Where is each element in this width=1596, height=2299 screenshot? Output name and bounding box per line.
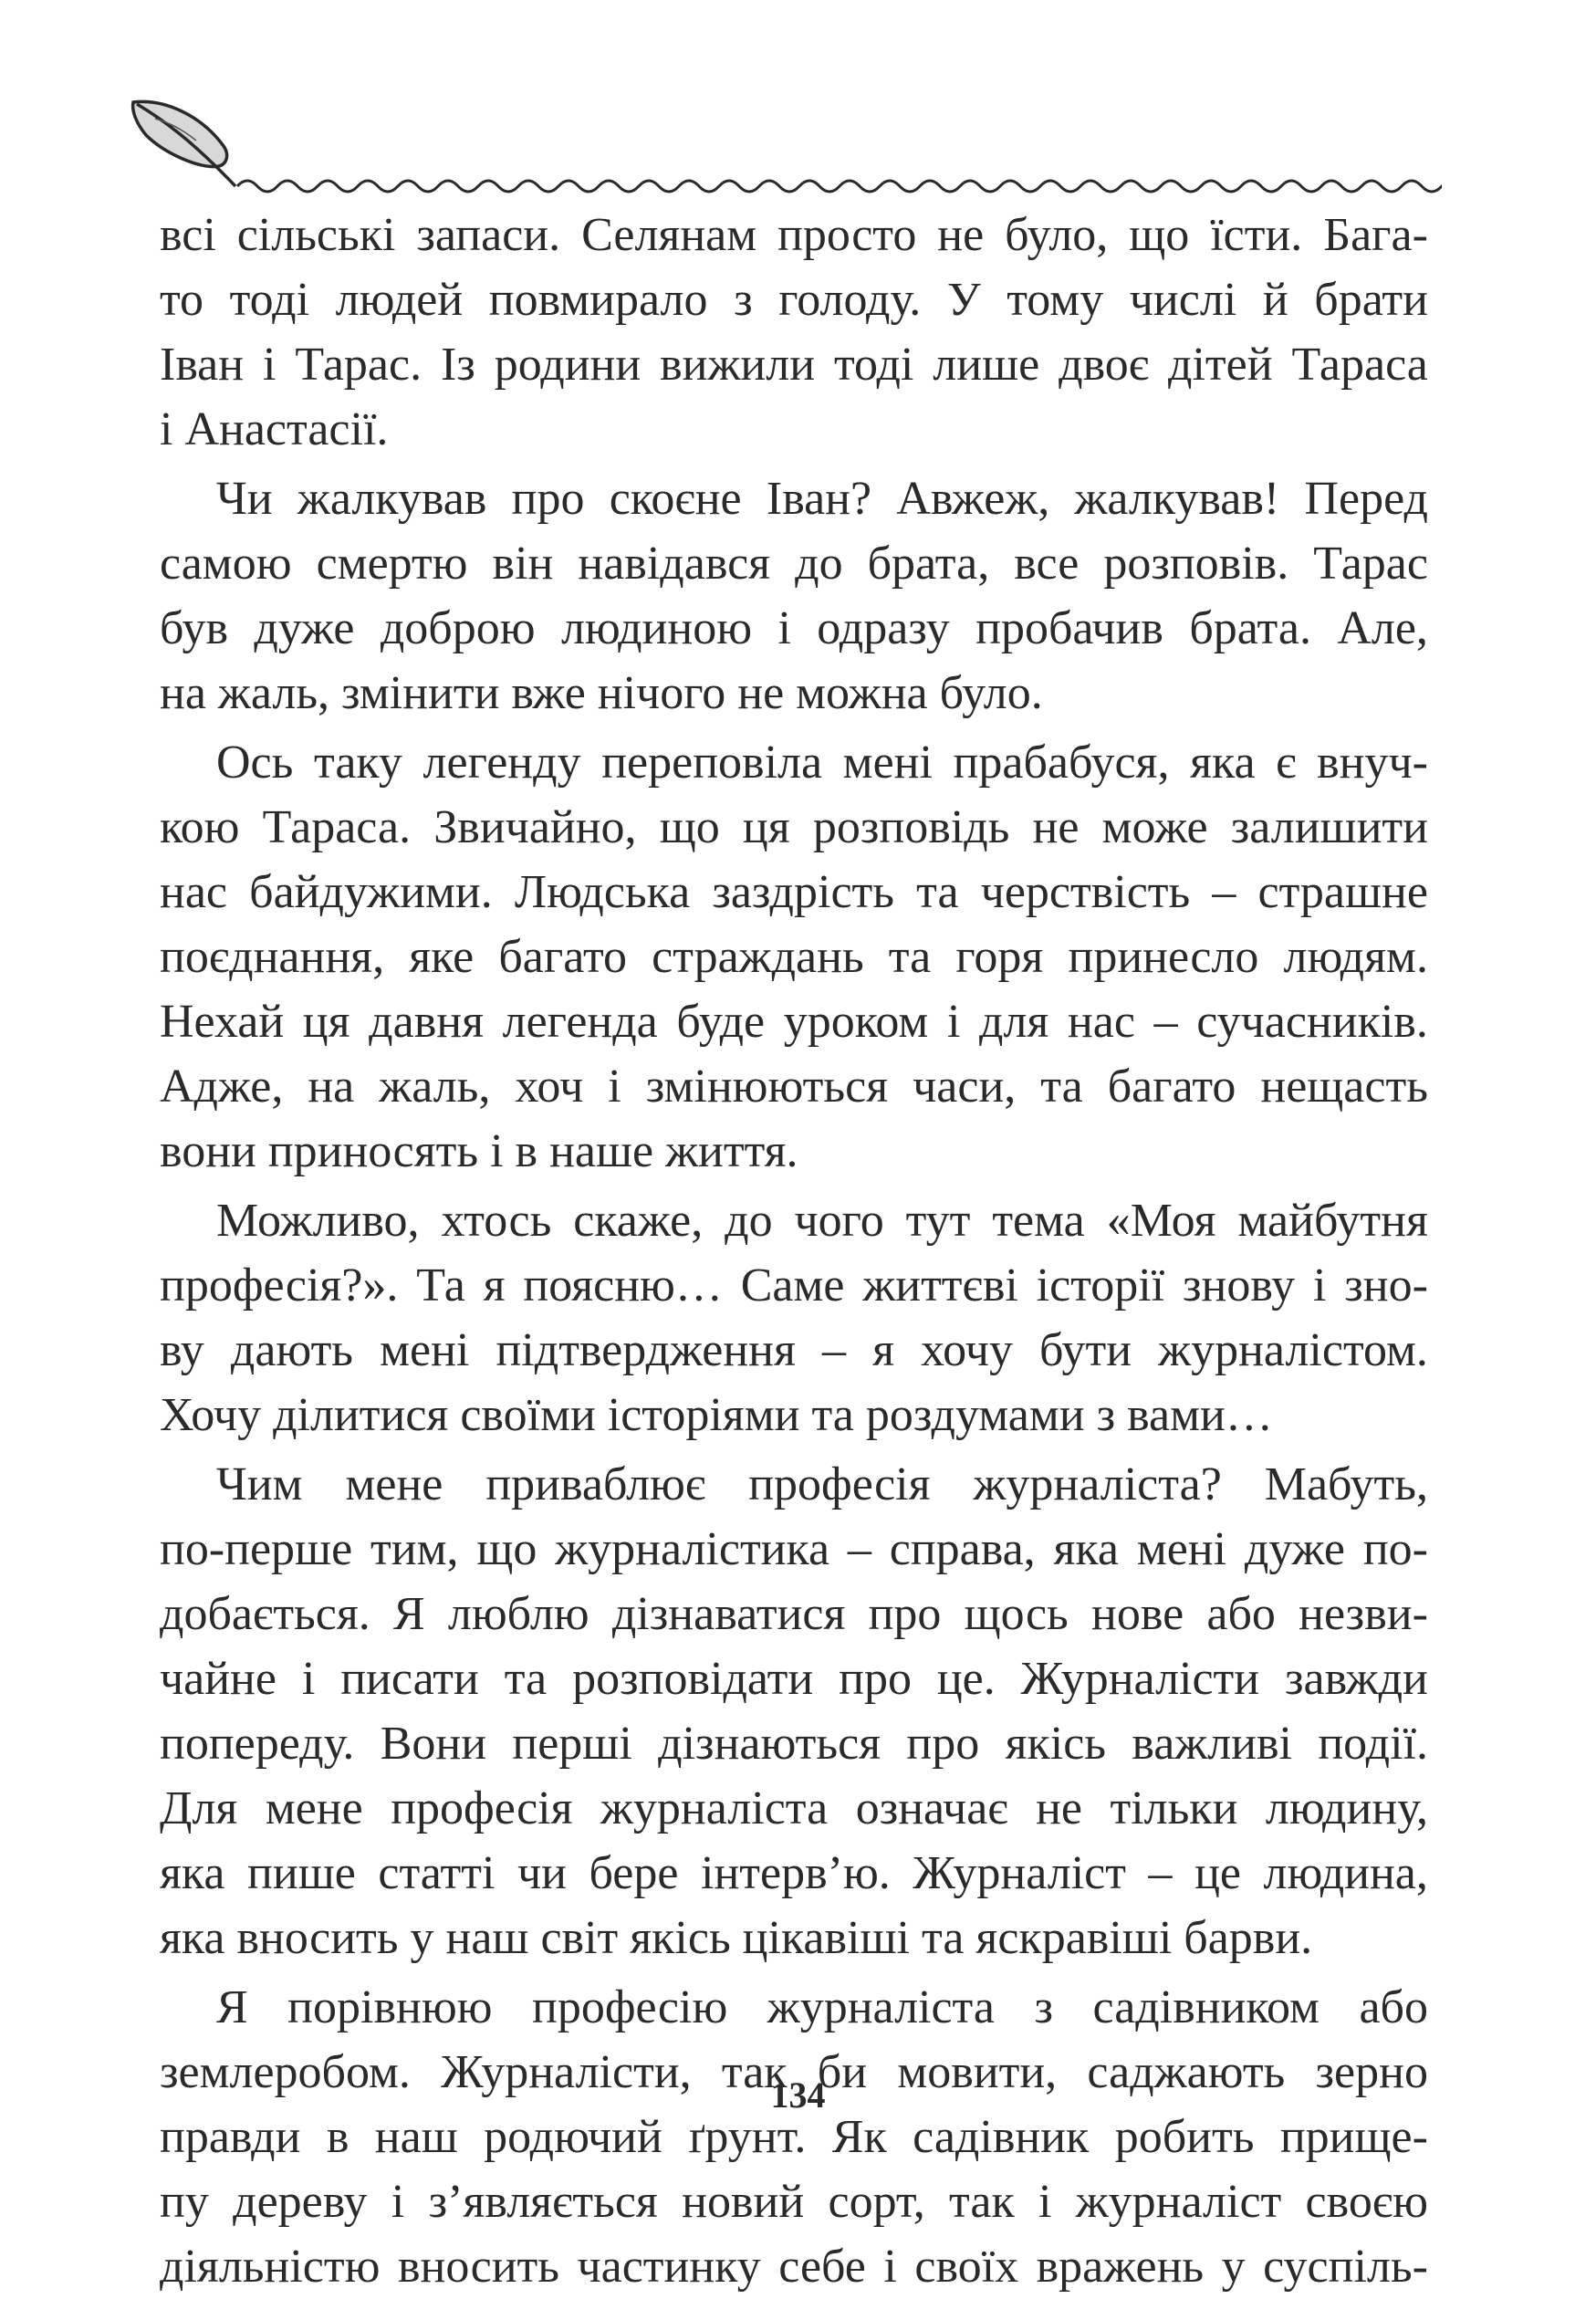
text-line: був дуже доброю людиною і одразу пробачив брата. Але,: [160, 602, 1428, 654]
text-line: Нехай ця давня легенда буде уроком і для нас – сучасників.: [160, 996, 1428, 1048]
text-line: Для мене професія журналіста означає не тільки людину,: [160, 1782, 1428, 1834]
paragraph-2: [160, 466, 1428, 726]
text-line: Хочу ділитися своїми історіями та роздумами з вами…: [160, 1389, 1273, 1441]
text-line: на жаль, змінити вже нічого не можна було.: [160, 667, 1043, 719]
text-line: всі сільські запаси. Селянам просто не було, що їсти. Бага-: [160, 209, 1428, 261]
page-number: 134: [770, 2074, 826, 2116]
text-line: і Анастасії.: [160, 403, 389, 455]
text-line: поєднання, яке багато страждань та горя принесло людям.: [160, 931, 1428, 983]
text-line: яка пише статті чи бере інтерв’ю. Журналіст – це людина,: [160, 1847, 1428, 1899]
text-line: попереду. Вони перші дізнаються про якісь важливі події.: [160, 1718, 1428, 1770]
text-line: Адже, на жаль, хоч і змінюються часи, та багато нещасть: [160, 1061, 1428, 1113]
text-line: діяльністю вносить частинку себе і своїх вражень у суспіль-: [160, 2241, 1428, 2293]
text-line: кою Тараса. Звичайно, що ця розповідь не може залишити: [160, 801, 1428, 853]
text-line: чайне і писати та розповідати про це. Журналісти завжди: [160, 1653, 1428, 1705]
feather-quill-icon: [133, 101, 235, 186]
paragraph-5: [160, 1452, 1428, 1970]
text-line: яка вносить у наш світ якісь цікавіші та яскравіші барви.: [160, 1912, 1313, 1964]
text-line: Я порівнюю професію журналіста з садівником або: [216, 1981, 1428, 2033]
text-line: добається. Я люблю дізнаватися про щось нове або незви-: [160, 1588, 1428, 1640]
header-ornament: [128, 99, 1442, 194]
text-line: Іван і Тарас. Із родини вижили тоді лише двоє дітей Тараса: [160, 339, 1428, 391]
paragraph-1: [160, 203, 1428, 462]
text-line: по-перше тим, що журналістика – справа, яка мені дуже по-: [160, 1523, 1428, 1575]
paragraph-3: [160, 730, 1428, 1184]
text-line: правди в наш родючий ґрунт. Як садівник робить прище-: [160, 2111, 1428, 2163]
text-line: пу дереву і з’являється новий сорт, так і журналіст своєю: [160, 2176, 1428, 2228]
text-line: Чи жалкував про скоєне Іван? Авжеж, жалкував! Перед: [216, 473, 1428, 525]
text-line: ву дають мені підтвердження – я хочу бути журналістом.: [160, 1324, 1428, 1376]
text-line: нас байдужими. Людська заздрість та черствість – страшне: [160, 866, 1428, 918]
text-line: професія?». Та я поясню… Саме життєві історії знову і зно-: [160, 1259, 1428, 1311]
wavy-divider: [237, 181, 1442, 192]
text-line: вони приносять і в наше життя.: [160, 1125, 798, 1177]
text-line: то тоді людей повмирало з голоду. У тому числі й брати: [160, 274, 1428, 326]
text-line: Можливо, хтось скаже, до чого тут тема «Моя майбутня: [216, 1195, 1428, 1247]
paragraph-4: [160, 1188, 1428, 1447]
text-line: самою смертю він навідався до брата, все розповів. Тарас: [160, 538, 1428, 590]
body-text: [160, 203, 1428, 2299]
text-line: Ось таку легенду переповіла мені прабабуся, яка є внуч-: [216, 737, 1428, 789]
text-line: землеробом. Журналісти, так би мовити, саджають зерно: [160, 2046, 1428, 2098]
text-line: Чим мене приваблює професія журналіста? Мабуть,: [216, 1458, 1428, 1510]
paragraph-6: [160, 1975, 1428, 2299]
